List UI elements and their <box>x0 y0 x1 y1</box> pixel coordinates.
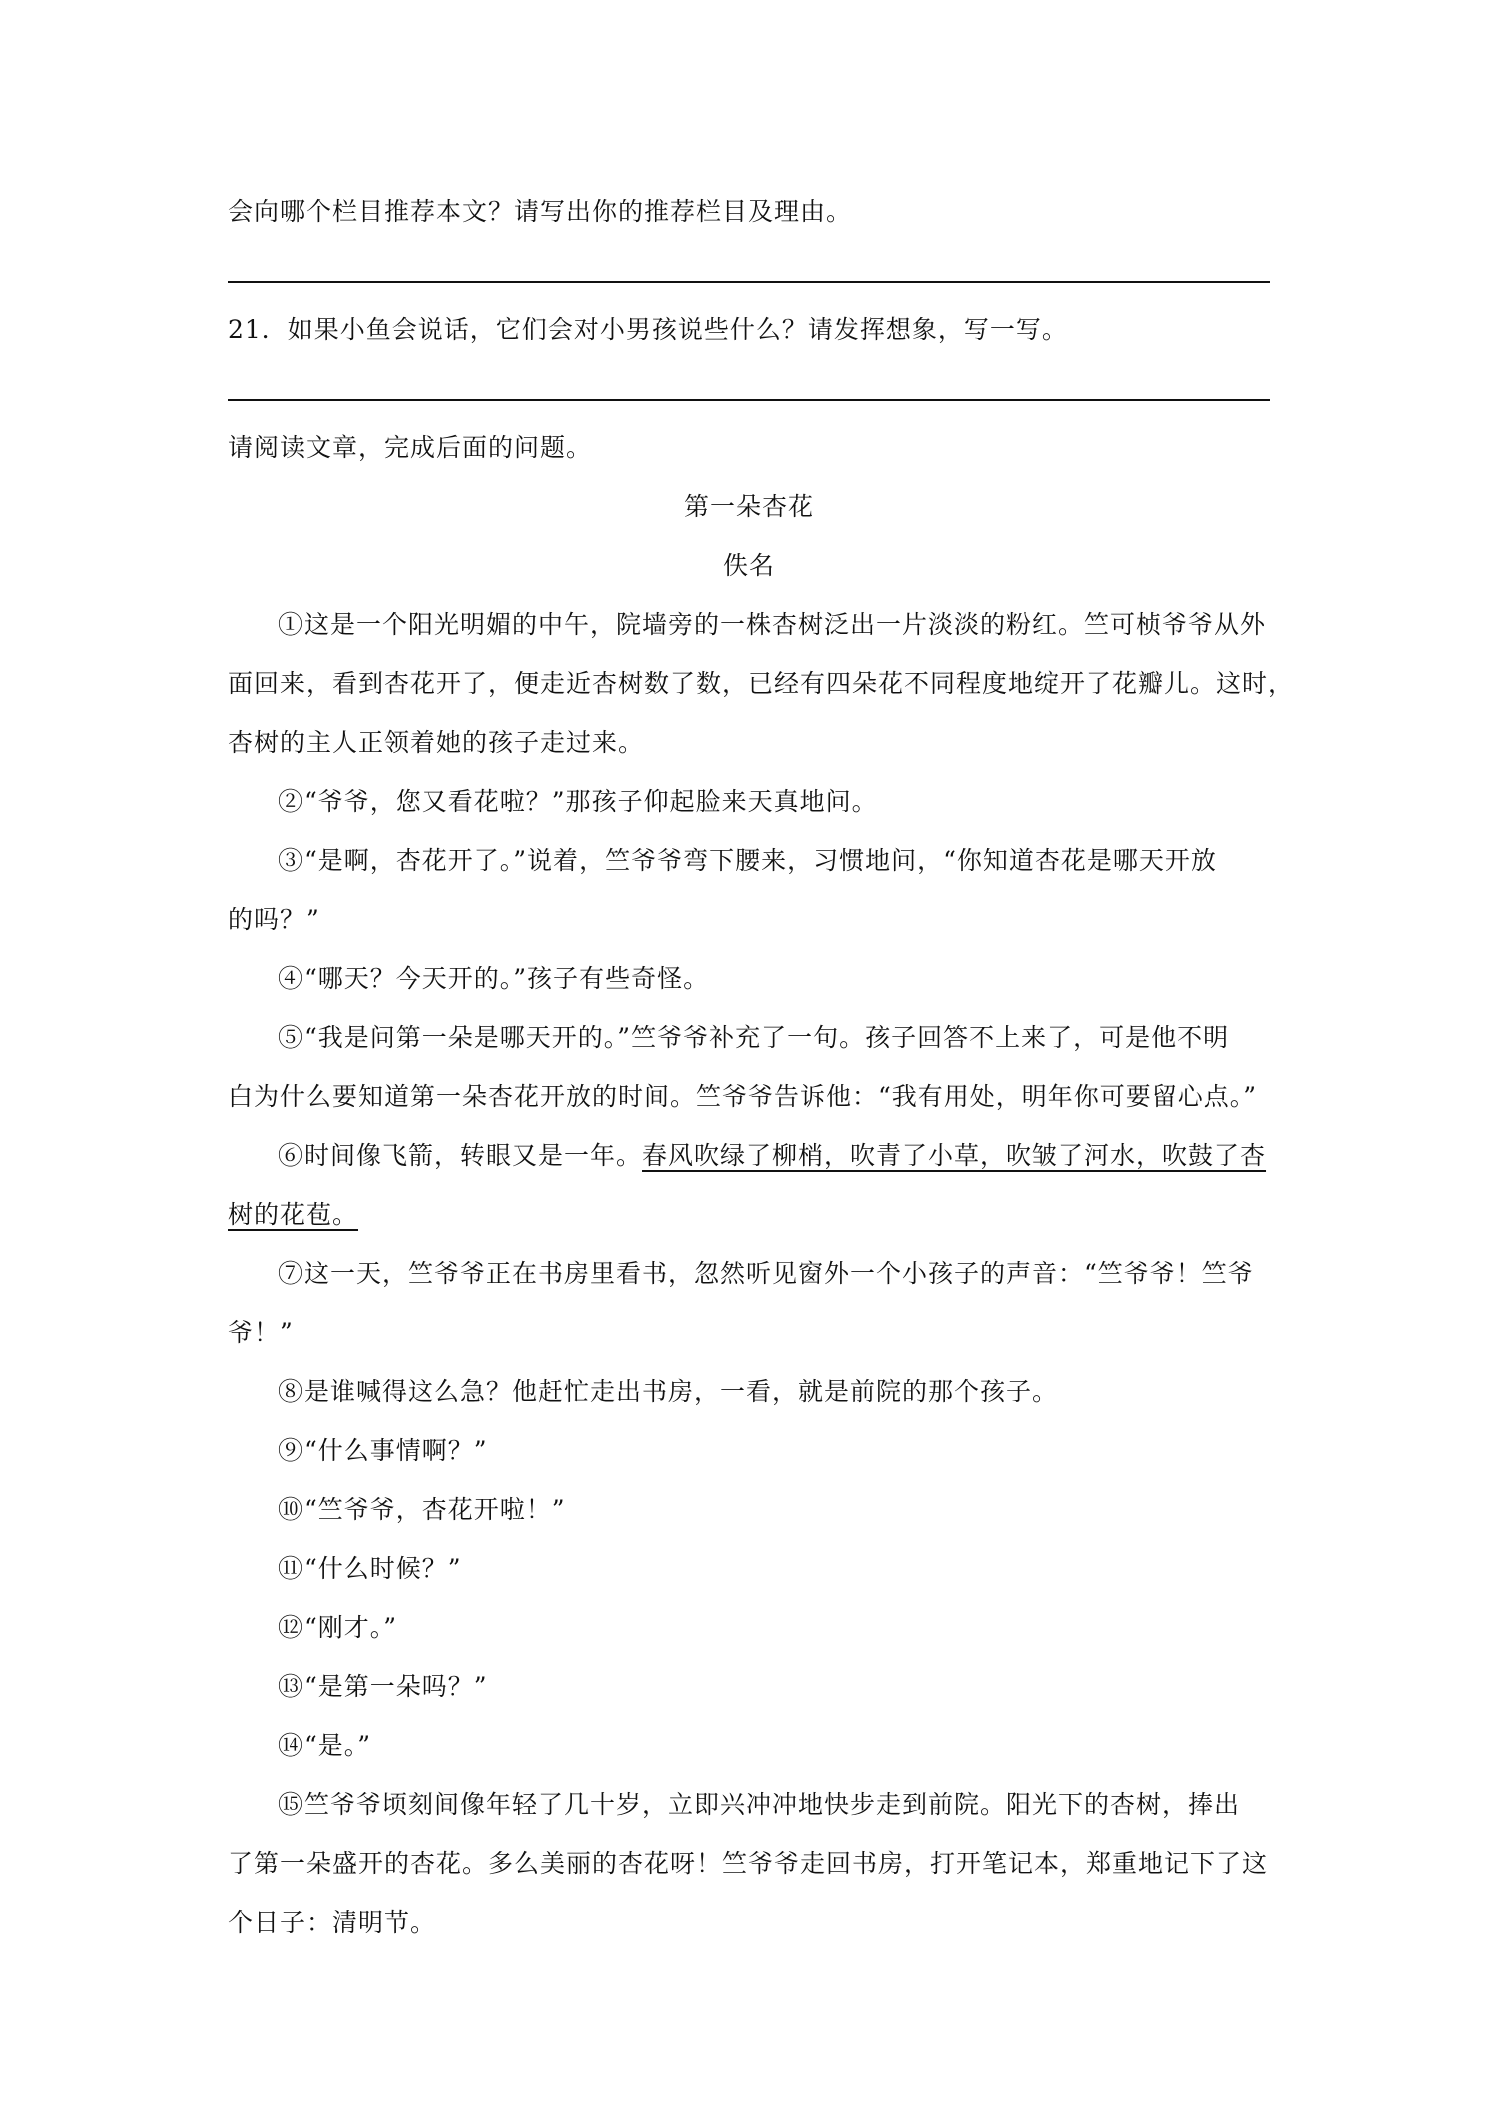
article-title: 第一朵杏花 <box>683 492 814 521</box>
paragraph-10: ⑩“竺爷爷，杏花开啦！” <box>278 1495 566 1524</box>
paragraph-7-line-1: ⑦这一天，竺爷爷正在书房里看书，忽然听见窗外一个小孩子的声音：“竺爷爷！竺爷 <box>278 1259 1254 1288</box>
paragraph-6-line-2 <box>228 1197 1270 1233</box>
paragraph-6-line-1 <box>278 1138 1270 1174</box>
underlined-sentence-part-2: 树的花苞。 <box>228 1200 359 1229</box>
paragraph-5-line-1: ⑤“我是问第一朵是哪天开的。”竺爷爷补充了一句。孩子回答不上来了，可是他不明 <box>278 1023 1230 1052</box>
paragraph-15-line-3: 个日子：清明节。 <box>228 1908 437 1937</box>
paragraph-14: ⑭“是。” <box>278 1731 372 1760</box>
paragraph-11: ⑪“什么时候？” <box>278 1554 462 1583</box>
paragraph-3-line-2: 的吗？” <box>228 905 320 934</box>
paragraph-15-line-2: 了第一朵盛开的杏花。多么美丽的杏花呀！竺爷爷走回书房，打开笔记本，郑重地记下了这 <box>228 1849 1269 1878</box>
paragraph-7-line-2: 爷！” <box>228 1318 294 1347</box>
underlined-sentence-part-1: 春风吹绿了柳梢，吹青了小草，吹皱了河水，吹鼓了杏 <box>642 1141 1267 1170</box>
paragraph-13: ⑬“是第一朵吗？” <box>278 1672 488 1701</box>
paragraph-5-line-2: 白为什么要知道第一朵杏花开放的时间。竺爷爷告诉他：“我有用处，明年你可要留心点。” <box>228 1082 1258 1111</box>
paragraph-15-line-1: ⑮竺爷爷顷刻间像年轻了几十岁，立即兴冲冲地快步走到前院。阳光下的杏树，捧出 <box>278 1790 1241 1819</box>
paragraph-2: ②“爷爷，您又看花啦？”那孩子仰起脸来天真地问。 <box>278 787 878 816</box>
paragraph-4: ④“哪天？今天开的。”孩子有些奇怪。 <box>278 964 710 993</box>
paragraph-1-line-3: 杏树的主人正领着她的孩子走过来。 <box>228 728 645 757</box>
reading-instruction: 请阅读文章，完成后面的问题。 <box>228 433 593 462</box>
article-author: 佚名 <box>722 551 775 580</box>
question-20-tail: 会向哪个栏目推荐本文？请写出你的推荐栏目及理由。 <box>228 197 853 226</box>
paragraph-1-line-2: 面回来，看到杏花开了，便走近杏树数了数，已经有四朵花不同程度地绽开了花瓣儿。这时， <box>228 669 1295 698</box>
paragraph-12: ⑫“刚才。” <box>278 1613 398 1642</box>
answer-line-20 <box>228 281 1270 283</box>
paragraph-3-line-1: ③“是啊，杏花开了。”说着，竺爷爷弯下腰来，习惯地问，“你知道杏花是哪天开放 <box>278 846 1217 875</box>
paragraph-8: ⑧是谁喊得这么急？他赶忙走出书房，一看，就是前院的那个孩子。 <box>278 1377 1059 1406</box>
paragraph-9: ⑨“什么事情啊？” <box>278 1436 488 1465</box>
paragraph-1-line-1: ①这是一个阳光明媚的中午，院墙旁的一株杏树泛出一片淡淡的粉红。竺可桢爷爷从外 <box>278 610 1267 639</box>
question-21: 21．如果小鱼会说话，它们会对小男孩说些什么？请发挥想象，写一写。 <box>228 315 1068 344</box>
answer-line-21 <box>228 399 1270 401</box>
paragraph-6-text: ⑥时间像飞箭，转眼又是一年。 <box>278 1141 643 1170</box>
